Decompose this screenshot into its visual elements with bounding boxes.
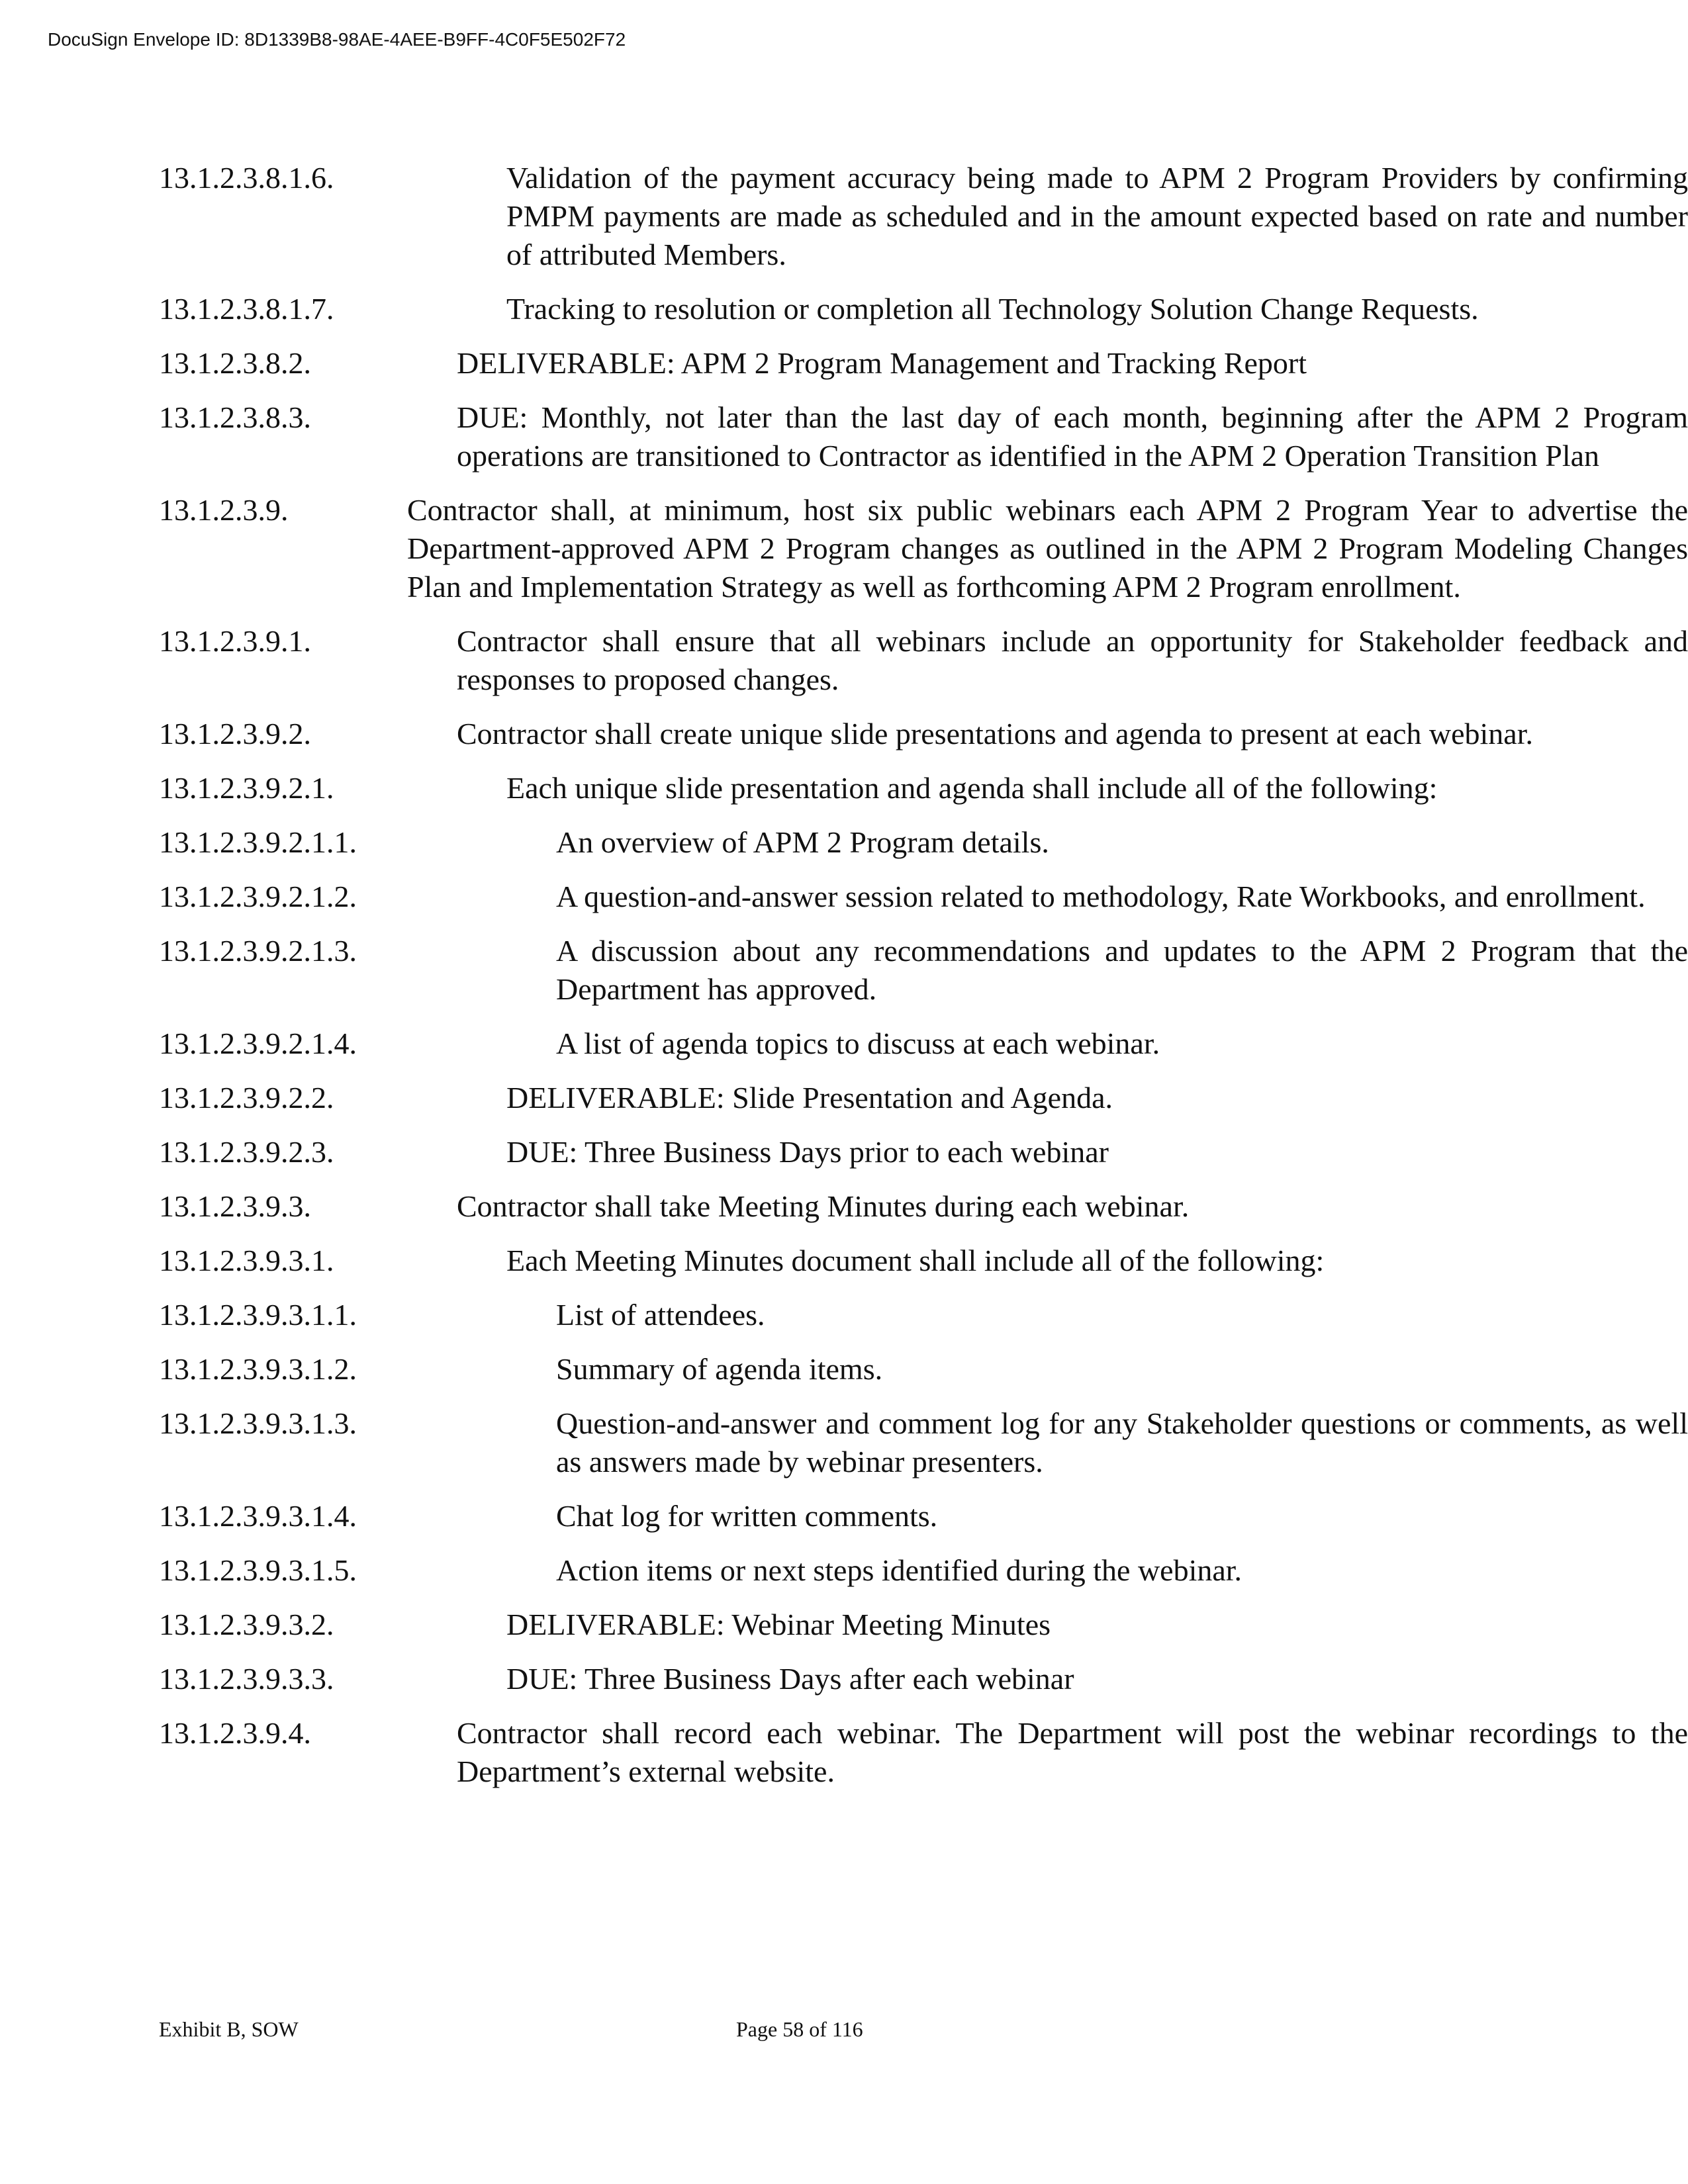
section-item [159,290,1523,328]
section-item [159,1606,1523,1644]
section-item [159,1350,1523,1388]
section-number: 13.1.2.3.8.1.6. [159,161,334,195]
section-number: 13.1.2.3.9.1. [159,624,311,658]
section-text: Question-and-answer and comment log for any Stakeholder questions or comments, as well as answers made by webinar presenters. [556,1406,1688,1479]
section-number: 13.1.2.3.9.2.1.2. [159,880,357,913]
envelope-id: DocuSign Envelope ID: 8D1339B8-98AE-4AEE-B9FF-4C0F5E502F72 [48,29,626,50]
section-text: Contractor shall ensure that all webinars include an opportunity for Stakeholder feedback and responses to proposed changes. [457,624,1688,696]
section-item [159,715,1533,753]
section-item [159,1242,1523,1280]
section-number: 13.1.2.3.9.4. [159,1716,311,1750]
section-item [159,1660,1523,1698]
section-number: 13.1.2.3.9.3.1.1. [159,1298,357,1332]
section-number: 13.1.2.3.8.3. [159,400,311,434]
section-text: Contractor shall take Meeting Minutes during each webinar. [457,1189,1190,1223]
document-body [159,159,1688,1807]
section-text: Action items or next steps identified during the webinar. [556,1553,1243,1587]
section-number: 13.1.2.3.9.2.1.3. [159,934,357,968]
section-item [159,1024,1523,1063]
section-text: DUE: Three Business Days prior to each webinar [506,1135,1109,1169]
section-text: DUE: Monthly, not later than the last day of each month, beginning after the APM 2 Program operations are transitioned to Contractor as identified in the APM 2 Operation Transition Plan [457,400,1688,473]
section-number: 13.1.2.3.9.3.3. [159,1662,334,1696]
section-text: Contractor shall create unique slide presentations and agenda to present at each webinar. [457,717,1533,751]
section-item [159,622,1688,699]
section-item [159,491,1688,606]
section-number: 13.1.2.3.9.2.3. [159,1135,334,1169]
section-text: DELIVERABLE: Webinar Meeting Minutes [506,1608,1051,1641]
section-text: Tracking to resolution or completion all Technology Solution Change Requests. [506,292,1479,326]
footer-exhibit-label: Exhibit B, SOW [159,2017,299,2041]
section-text: A question-and-answer session related to methodology, Rate Workbooks, and enrollment. [556,880,1646,913]
section-text: Each Meeting Minutes document shall include all of the following: [506,1244,1325,1277]
footer-page-number: Page 58 of 116 [736,2017,863,2041]
section-number: 13.1.2.3.9.2.1.4. [159,1026,357,1060]
section-text: Chat log for written comments. [556,1499,938,1533]
section-number: 13.1.2.3.9. [159,493,289,527]
section-number: 13.1.2.3.9.2.2. [159,1081,334,1115]
section-number: 13.1.2.3.9.2.1. [159,771,334,805]
section-text: A discussion about any recommendations and updates to the APM 2 Program that the Department has approved. [556,934,1688,1006]
section-item [159,1187,1523,1226]
section-number: 13.1.2.3.8.2. [159,346,311,380]
section-number: 13.1.2.3.9.3.1.2. [159,1352,357,1386]
section-number: 13.1.2.3.9.3.2. [159,1608,334,1641]
section-number: 13.1.2.3.9.2.1.1. [159,825,357,859]
section-item [159,878,1646,916]
section-number: 13.1.2.3.9.3.1.5. [159,1553,357,1587]
section-text: An overview of APM 2 Program details. [556,825,1049,859]
section-number: 13.1.2.3.8.1.7. [159,292,334,326]
section-text: Validation of the payment accuracy being made to APM 2 Program Providers by confirming PMPM payments are made as scheduled and in the amount expected based on rate and number of attributed Members. [506,161,1688,271]
section-number: 13.1.2.3.9.2. [159,717,311,751]
section-number: 13.1.2.3.9.3.1. [159,1244,334,1277]
section-text: DELIVERABLE: Slide Presentation and Agenda. [506,1081,1113,1115]
section-text: Summary of agenda items. [556,1352,883,1386]
section-item [159,1497,1523,1535]
section-text: Each unique slide presentation and agenda shall include all of the following: [506,771,1438,805]
section-text: Contractor shall, at minimum, host six public webinars each APM 2 Program Year to advertise the Department-approved APM 2 Program changes as outlined in the APM 2 Program Modeling Changes Plan and Implementation Strategy as well as forthcoming APM 2 Program enrollment. [407,493,1688,604]
section-item [159,398,1688,475]
section-text: A list of agenda topics to discuss at each webinar. [556,1026,1160,1060]
section-text: DELIVERABLE: APM 2 Program Management and Tracking Report [457,346,1307,380]
section-item [159,159,1688,274]
section-text: DUE: Three Business Days after each webinar [506,1662,1074,1696]
section-text: List of attendees. [556,1298,765,1332]
section-item [159,344,1523,383]
section-item [159,1133,1523,1171]
section-item [159,1714,1688,1791]
section-item [159,823,1523,862]
section-number: 13.1.2.3.9.3.1.3. [159,1406,357,1440]
section-item [159,1551,1523,1590]
section-item [159,1079,1523,1117]
section-number: 13.1.2.3.9.3. [159,1189,311,1223]
section-item [159,769,1523,807]
section-text: Contractor shall record each webinar. The Department will post the webinar recordings to the Department’s external website. [457,1716,1688,1788]
section-number: 13.1.2.3.9.3.1.4. [159,1499,357,1533]
section-item [159,1404,1688,1481]
section-item [159,1296,1523,1334]
section-item [159,932,1688,1009]
